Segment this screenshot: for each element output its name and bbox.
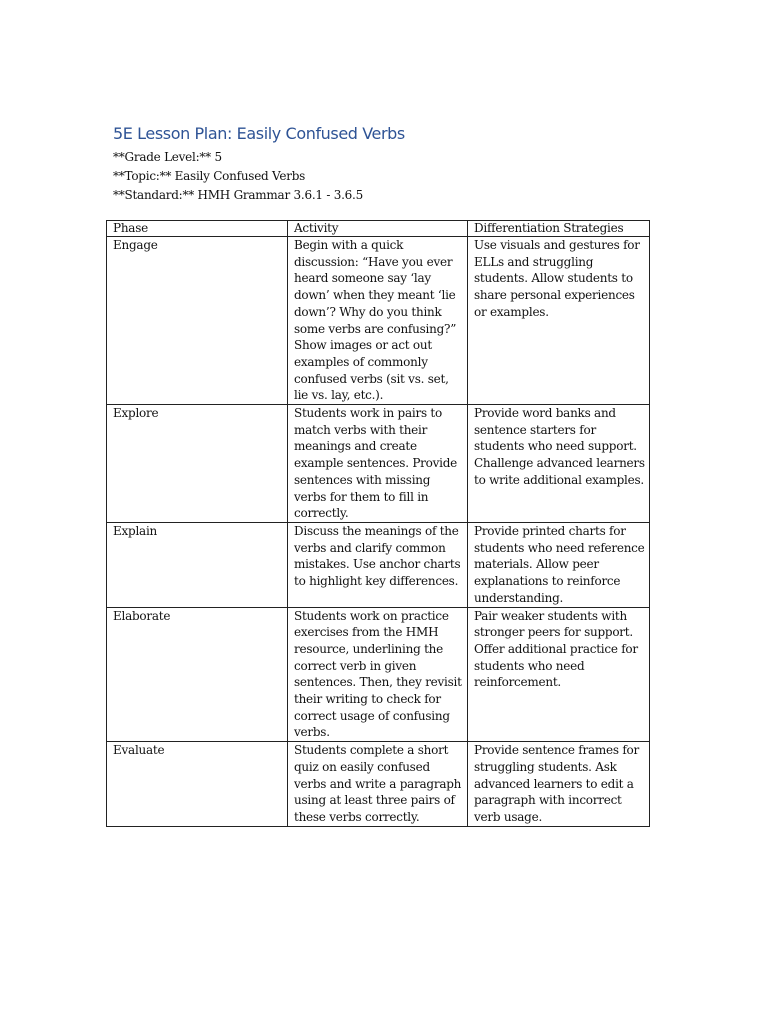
table-header-row [107, 221, 650, 237]
activity-cell: Students work in pairs to match verbs with their meanings and create example sentences. Provide sentences with missing verbs for them to fill in correctly. [288, 405, 468, 523]
table-row [107, 237, 650, 405]
table-row [107, 523, 650, 608]
grade-level-line: **Grade Level:** 5 [113, 150, 222, 164]
table-row [107, 607, 650, 742]
strategies-cell: Use visuals and gestures for ELLs and struggling students. Allow students to share personal experiences or examples. [468, 237, 650, 405]
table-row [107, 742, 650, 827]
strategies-cell: Provide sentence frames for struggling students. Ask advanced learners to edit a paragraph with incorrect verb usage. [468, 742, 650, 827]
lesson-plan-table [106, 220, 650, 827]
activity-cell: Discuss the meanings of the verbs and clarify common mistakes. Use anchor charts to highlight key differences. [288, 523, 468, 608]
header-phase: Phase [107, 221, 288, 237]
strategies-cell: Pair weaker students with stronger peers for support. Offer additional practice for students who need reinforcement. [468, 607, 650, 742]
activity-cell: Students complete a short quiz on easily confused verbs and write a paragraph using at least three pairs of these verbs correctly. [288, 742, 468, 827]
activity-cell: Students work on practice exercises from the HMH resource, underlining the correct verb in given sentences. Then, they revisit their writing to check for correct usage of confusing verbs. [288, 607, 468, 742]
phase-cell: Explore [107, 405, 288, 523]
strategies-cell: Provide word banks and sentence starters for students who need support. Challenge advanced learners to write additional examples. [468, 405, 650, 523]
phase-cell: Explain [107, 523, 288, 608]
topic-line: **Topic:** Easily Confused Verbs [113, 169, 306, 183]
header-differentiation-strategies: Differentiation Strategies [468, 221, 650, 237]
table-row [107, 405, 650, 523]
page-title: 5E Lesson Plan: Easily Confused Verbs [113, 124, 405, 143]
standard-line: **Standard:** HMH Grammar 3.6.1 - 3.6.5 [113, 188, 364, 202]
phase-cell: Evaluate [107, 742, 288, 827]
header-activity: Activity [288, 221, 468, 237]
phase-cell: Elaborate [107, 607, 288, 742]
phase-cell: Engage [107, 237, 288, 405]
activity-cell: Begin with a quick discussion: “Have you ever heard someone say ‘lay down’ when they meant ‘lie down’? Why do you think some verbs are confusing?” Show images or act out examples of commonly confused verbs (sit vs. set, lie vs. lay, etc.). [288, 237, 468, 405]
strategies-cell: Provide printed charts for students who need reference materials. Allow peer explanations to reinforce understanding. [468, 523, 650, 608]
